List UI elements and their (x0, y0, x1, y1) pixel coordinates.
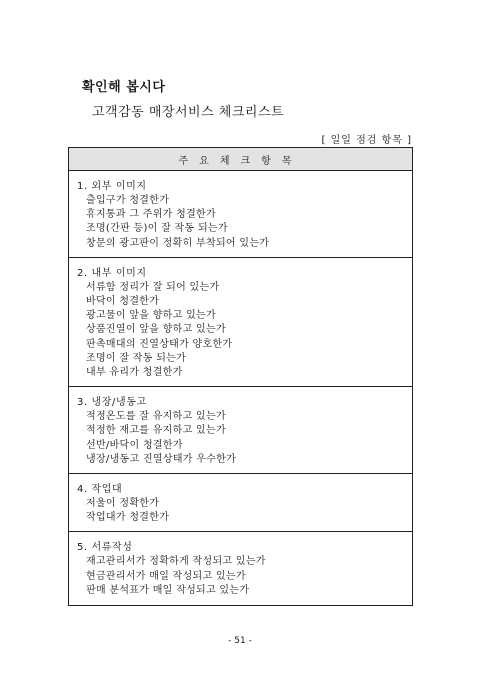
checklist-item: 냉장/냉동고 진열상태가 우수한가 (86, 453, 237, 465)
checklist-item: 현금관리서가 매일 작성되고 있는가 (86, 570, 246, 582)
checklist-section (69, 532, 413, 606)
section-title: 3. 냉장/냉동고 (77, 397, 147, 409)
checklist-item: 내부 유리가 청결한가 (86, 367, 183, 379)
table-header: 주요체크항목 (69, 148, 413, 171)
checklist-item: 재고관리서가 정확하게 작성되고 있는가 (86, 556, 266, 568)
checklist-item: 조명(간판 등)이 잘 작동 되는가 (86, 223, 228, 235)
checklist-item: 조명이 잘 작동 되는가 (86, 352, 187, 364)
section-title: 2. 내부 이미지 (77, 267, 147, 279)
section-title: 4. 작업대 (77, 484, 123, 496)
section-title: 1. 외부 이미지 (77, 181, 147, 192)
checklist-section-row (69, 257, 413, 386)
checklist-section-row (69, 171, 413, 258)
checklist-section-row (69, 474, 413, 532)
section-title: 5. 서류작성 (77, 542, 133, 554)
checklist-section (69, 387, 413, 474)
checklist-item: 저울이 정확한가 (86, 498, 160, 510)
checklist-item: 적정온도를 잘 유지하고 있는가 (86, 411, 226, 423)
checklist-item: 출입구가 청결한가 (86, 195, 170, 206)
checklist-item: 판촉매대의 진열상태가 양호한가 (86, 338, 233, 350)
checklist-item: 서류함 정리가 잘 되어 있는가 (86, 281, 220, 293)
checklist-section (69, 257, 413, 386)
checklist-section (69, 474, 413, 532)
checklist-item: 창문의 광고판이 정확히 부착되어 있는가 (86, 237, 270, 249)
inspection-type-tag: [ 일일 점검 항목 ] (321, 135, 412, 146)
page-number: - 51 - (228, 636, 252, 646)
checklist-item: 적정한 재고를 유지하고 있는가 (86, 425, 226, 437)
checklist-section-row (69, 387, 413, 474)
checklist-item: 휴지통과 그 주위가 청결한가 (86, 209, 216, 221)
checklist-table (68, 147, 413, 606)
checklist-item: 선반/바닥이 청결한가 (86, 439, 183, 451)
checklist-item: 광고물이 앞을 향하고 있는가 (86, 310, 216, 322)
checklist-item: 작업대가 청결한가 (86, 512, 170, 524)
section-heading: 확인해 봅시다 (82, 80, 166, 95)
document-subtitle: 고객감동 매장서비스 체크리스트 (92, 105, 285, 120)
checklist-item: 판매 분석표가 매일 작성되고 있는가 (86, 584, 250, 596)
checklist-section (69, 171, 413, 258)
checklist-section-row (69, 532, 413, 606)
checklist-item: 상품진열이 앞을 향하고 있는가 (86, 324, 226, 336)
table-header-row (69, 148, 413, 171)
checklist-item: 바닥이 청결한가 (86, 296, 160, 308)
